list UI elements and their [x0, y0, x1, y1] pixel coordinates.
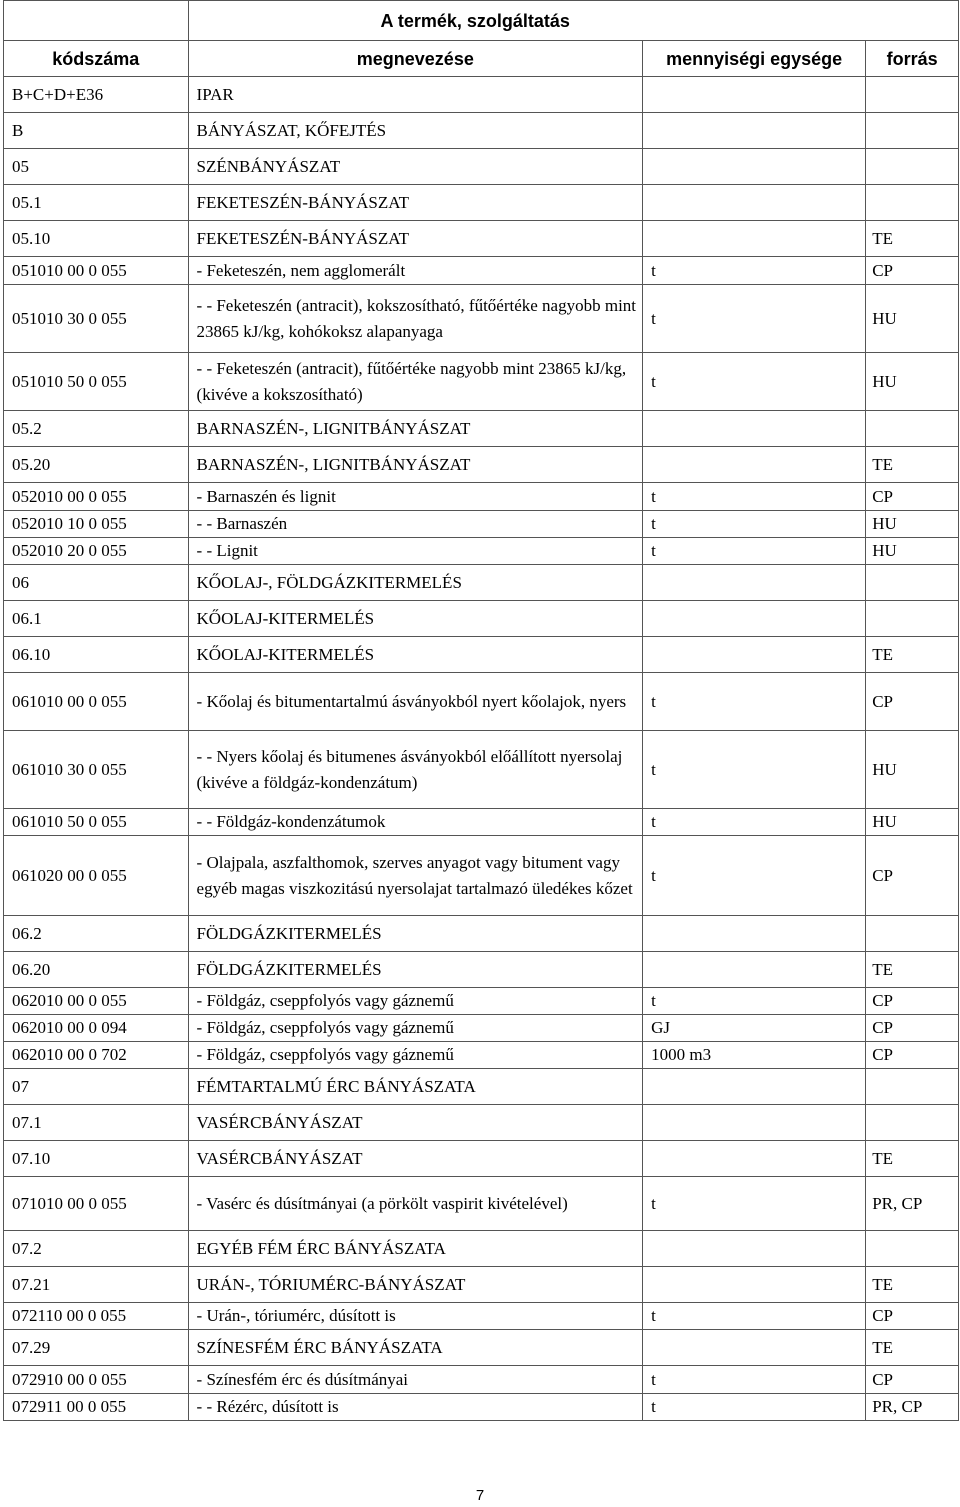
cell-name: SZÍNESFÉM ÉRC BÁNYÁSZATA: [188, 1330, 643, 1366]
cell-name: - - Feketeszén (antracit), kokszosítható, fűtőértéke nagyobb mint 23865 kJ/kg, kohókoksz alapanyaga: [188, 285, 643, 353]
cell-code: 061020 00 0 055: [4, 836, 189, 916]
cell-code: 062010 00 0 094: [4, 1015, 189, 1042]
cell-code: 06.2: [4, 916, 189, 952]
cell-code: 072911 00 0 055: [4, 1394, 189, 1421]
cell-unit: t: [643, 988, 866, 1015]
cell-code: 072110 00 0 055: [4, 1303, 189, 1330]
table-row: [4, 731, 959, 809]
table-row: [4, 988, 959, 1015]
cell-code: 052010 00 0 055: [4, 483, 189, 511]
cell-source: [866, 1105, 959, 1141]
cell-source: TE: [866, 221, 959, 257]
cell-unit: GJ: [643, 1015, 866, 1042]
cell-source: HU: [866, 353, 959, 411]
cell-unit: [643, 565, 866, 601]
cell-unit: [643, 113, 866, 149]
cell-code: 07.10: [4, 1141, 189, 1177]
cell-unit: t: [643, 731, 866, 809]
cell-name: FÉMTARTALMÚ ÉRC BÁNYÁSZATA: [188, 1069, 643, 1105]
cell-unit: t: [643, 1394, 866, 1421]
cell-unit: t: [643, 483, 866, 511]
cell-code: 06.1: [4, 601, 189, 637]
cell-unit: t: [643, 353, 866, 411]
cell-source: [866, 411, 959, 447]
table-row: [4, 113, 959, 149]
cell-source: CP: [866, 988, 959, 1015]
cell-code: 051010 00 0 055: [4, 257, 189, 285]
cell-code: 051010 30 0 055: [4, 285, 189, 353]
cell-name: EGYÉB FÉM ÉRC BÁNYÁSZATA: [188, 1231, 643, 1267]
col-header-source: forrás: [866, 41, 959, 77]
col-header-code: kódszáma: [4, 41, 189, 77]
col-header-unit: mennyiségi egysége: [643, 41, 866, 77]
cell-name: - - Lignit: [188, 538, 643, 565]
header-columns-row: [4, 41, 959, 77]
cell-code: B+C+D+E36: [4, 77, 189, 113]
cell-name: BARNASZÉN-, LIGNITBÁNYÁSZAT: [188, 447, 643, 483]
cell-unit: t: [643, 836, 866, 916]
table-row: [4, 1069, 959, 1105]
table-row: [4, 809, 959, 836]
cell-name: - Urán-, tóriumérc, dúsított is: [188, 1303, 643, 1330]
cell-name: VASÉRCBÁNYÁSZAT: [188, 1105, 643, 1141]
cell-unit: [643, 1141, 866, 1177]
table-row: [4, 149, 959, 185]
cell-code: 06.20: [4, 952, 189, 988]
cell-name: - Kőolaj és bitumentartalmú ásványokból nyert kőolajok, nyers: [188, 673, 643, 731]
cell-source: [866, 185, 959, 221]
table-row: [4, 601, 959, 637]
cell-code: 052010 20 0 055: [4, 538, 189, 565]
table-row: [4, 483, 959, 511]
table-row: [4, 1330, 959, 1366]
cell-name: BÁNYÁSZAT, KŐFEJTÉS: [188, 113, 643, 149]
cell-name: FEKETESZÉN-BÁNYÁSZAT: [188, 221, 643, 257]
cell-source: TE: [866, 637, 959, 673]
table-row: [4, 1042, 959, 1069]
cell-code: 07.21: [4, 1267, 189, 1303]
table-row: [4, 952, 959, 988]
cell-unit: [643, 1231, 866, 1267]
cell-code: B: [4, 113, 189, 149]
cell-source: PR, CP: [866, 1177, 959, 1231]
header-group-row: [4, 1, 959, 41]
table-body: [4, 77, 959, 1421]
cell-code: 051010 50 0 055: [4, 353, 189, 411]
cell-name: - - Nyers kőolaj és bitumenes ásványokból előállított nyersolaj (kivéve a földgáz-kondenzátum): [188, 731, 643, 809]
cell-unit: t: [643, 538, 866, 565]
cell-code: 07.1: [4, 1105, 189, 1141]
table-row: [4, 1231, 959, 1267]
cell-code: 05.20: [4, 447, 189, 483]
cell-unit: [643, 77, 866, 113]
table-row: [4, 1015, 959, 1042]
cell-source: TE: [866, 952, 959, 988]
cell-unit: t: [643, 511, 866, 538]
cell-code: 061010 00 0 055: [4, 673, 189, 731]
cell-unit: [643, 916, 866, 952]
cell-code: 07.2: [4, 1231, 189, 1267]
cell-name: KŐOLAJ-KITERMELÉS: [188, 637, 643, 673]
table-row: [4, 637, 959, 673]
table-row: [4, 1303, 959, 1330]
table-row: [4, 1141, 959, 1177]
cell-code: 072910 00 0 055: [4, 1366, 189, 1394]
cell-name: - Földgáz, cseppfolyós vagy gáznemű: [188, 1042, 643, 1069]
cell-source: CP: [866, 1042, 959, 1069]
cell-code: 061010 50 0 055: [4, 809, 189, 836]
table-row: [4, 538, 959, 565]
cell-name: - - Barnaszén: [188, 511, 643, 538]
cell-unit: t: [643, 809, 866, 836]
cell-name: URÁN-, TÓRIUMÉRC-BÁNYÁSZAT: [188, 1267, 643, 1303]
table-row: [4, 447, 959, 483]
col-header-name: megnevezése: [188, 41, 643, 77]
table-row: [4, 916, 959, 952]
table-row: [4, 285, 959, 353]
cell-name: - Feketeszén, nem agglomerált: [188, 257, 643, 285]
cell-unit: t: [643, 285, 866, 353]
cell-name: - - Földgáz-kondenzátumok: [188, 809, 643, 836]
cell-unit: [643, 411, 866, 447]
table-row: [4, 221, 959, 257]
table-row: [4, 1366, 959, 1394]
cell-unit: t: [643, 673, 866, 731]
cell-source: CP: [866, 483, 959, 511]
cell-unit: [643, 1105, 866, 1141]
cell-name: - - Feketeszén (antracit), fűtőértéke nagyobb mint 23865 kJ/kg,(kivéve a kokszosítható): [188, 353, 643, 411]
cell-source: [866, 1231, 959, 1267]
cell-unit: [643, 952, 866, 988]
cell-source: [866, 1069, 959, 1105]
cell-source: [866, 113, 959, 149]
cell-source: HU: [866, 809, 959, 836]
cell-unit: [643, 185, 866, 221]
cell-code: 05.1: [4, 185, 189, 221]
cell-source: TE: [866, 1330, 959, 1366]
cell-name: - - Rézérc, dúsított is: [188, 1394, 643, 1421]
cell-unit: t: [643, 1303, 866, 1330]
cell-source: [866, 565, 959, 601]
cell-name: BARNASZÉN-, LIGNITBÁNYÁSZAT: [188, 411, 643, 447]
cell-source: [866, 916, 959, 952]
cell-name: FÖLDGÁZKITERMELÉS: [188, 952, 643, 988]
table-row: [4, 1177, 959, 1231]
table-row: [4, 673, 959, 731]
cell-source: TE: [866, 1141, 959, 1177]
cell-source: CP: [866, 1303, 959, 1330]
cell-name: - Vasérc és dúsítmányai (a pörkölt vaspirit kivételével): [188, 1177, 643, 1231]
cell-name: VASÉRCBÁNYÁSZAT: [188, 1141, 643, 1177]
table-row: [4, 77, 959, 113]
cell-source: HU: [866, 538, 959, 565]
cell-source: [866, 149, 959, 185]
header-group-title: A termék, szolgáltatás: [188, 1, 958, 41]
page-number: 7: [475, 1487, 485, 1504]
table-row: [4, 411, 959, 447]
cell-unit: [643, 637, 866, 673]
cell-code: 062010 00 0 702: [4, 1042, 189, 1069]
cell-name: FÖLDGÁZKITERMELÉS: [188, 916, 643, 952]
header-blank: [4, 1, 189, 41]
cell-unit: [643, 1330, 866, 1366]
cell-source: TE: [866, 1267, 959, 1303]
cell-unit: [643, 221, 866, 257]
cell-name: SZÉNBÁNYÁSZAT: [188, 149, 643, 185]
cell-unit: [643, 1267, 866, 1303]
cell-name: IPAR: [188, 77, 643, 113]
cell-unit: [643, 149, 866, 185]
cell-name: FEKETESZÉN-BÁNYÁSZAT: [188, 185, 643, 221]
cell-source: TE: [866, 447, 959, 483]
cell-code: 05: [4, 149, 189, 185]
cell-name: KŐOLAJ-KITERMELÉS: [188, 601, 643, 637]
cell-name: - Földgáz, cseppfolyós vagy gáznemű: [188, 1015, 643, 1042]
cell-code: 061010 30 0 055: [4, 731, 189, 809]
cell-source: HU: [866, 285, 959, 353]
cell-unit: [643, 447, 866, 483]
cell-code: 07.29: [4, 1330, 189, 1366]
cell-source: CP: [866, 673, 959, 731]
cell-source: CP: [866, 836, 959, 916]
table-row: [4, 1394, 959, 1421]
table-row: [4, 353, 959, 411]
cell-name: - Olajpala, aszfalthomok, szerves anyagot vagy bitument vagy egyéb magas viszkozitású nyersolajat tartalmazó üledékes kőzet: [188, 836, 643, 916]
product-table: [3, 0, 959, 1421]
table-row: [4, 565, 959, 601]
cell-source: [866, 77, 959, 113]
cell-name: - Földgáz, cseppfolyós vagy gáznemű: [188, 988, 643, 1015]
cell-code: 06: [4, 565, 189, 601]
table-row: [4, 257, 959, 285]
table-row: [4, 511, 959, 538]
cell-code: 05.2: [4, 411, 189, 447]
cell-source: HU: [866, 511, 959, 538]
cell-unit: t: [643, 257, 866, 285]
cell-source: PR, CP: [866, 1394, 959, 1421]
cell-code: 06.10: [4, 637, 189, 673]
cell-source: HU: [866, 731, 959, 809]
cell-code: 062010 00 0 055: [4, 988, 189, 1015]
cell-unit: 1000 m3: [643, 1042, 866, 1069]
table-row: [4, 836, 959, 916]
table-row: [4, 185, 959, 221]
cell-source: CP: [866, 1015, 959, 1042]
cell-unit: t: [643, 1366, 866, 1394]
cell-name: - Színesfém érc és dúsítmányai: [188, 1366, 643, 1394]
table-row: [4, 1105, 959, 1141]
cell-code: 07: [4, 1069, 189, 1105]
cell-name: - Barnaszén és lignit: [188, 483, 643, 511]
cell-source: [866, 601, 959, 637]
cell-code: 071010 00 0 055: [4, 1177, 189, 1231]
table-row: [4, 1267, 959, 1303]
cell-unit: [643, 1069, 866, 1105]
cell-code: 05.10: [4, 221, 189, 257]
cell-source: CP: [866, 1366, 959, 1394]
cell-name: KŐOLAJ-, FÖLDGÁZKITERMELÉS: [188, 565, 643, 601]
cell-source: CP: [866, 257, 959, 285]
cell-unit: [643, 601, 866, 637]
cell-code: 052010 10 0 055: [4, 511, 189, 538]
cell-unit: t: [643, 1177, 866, 1231]
